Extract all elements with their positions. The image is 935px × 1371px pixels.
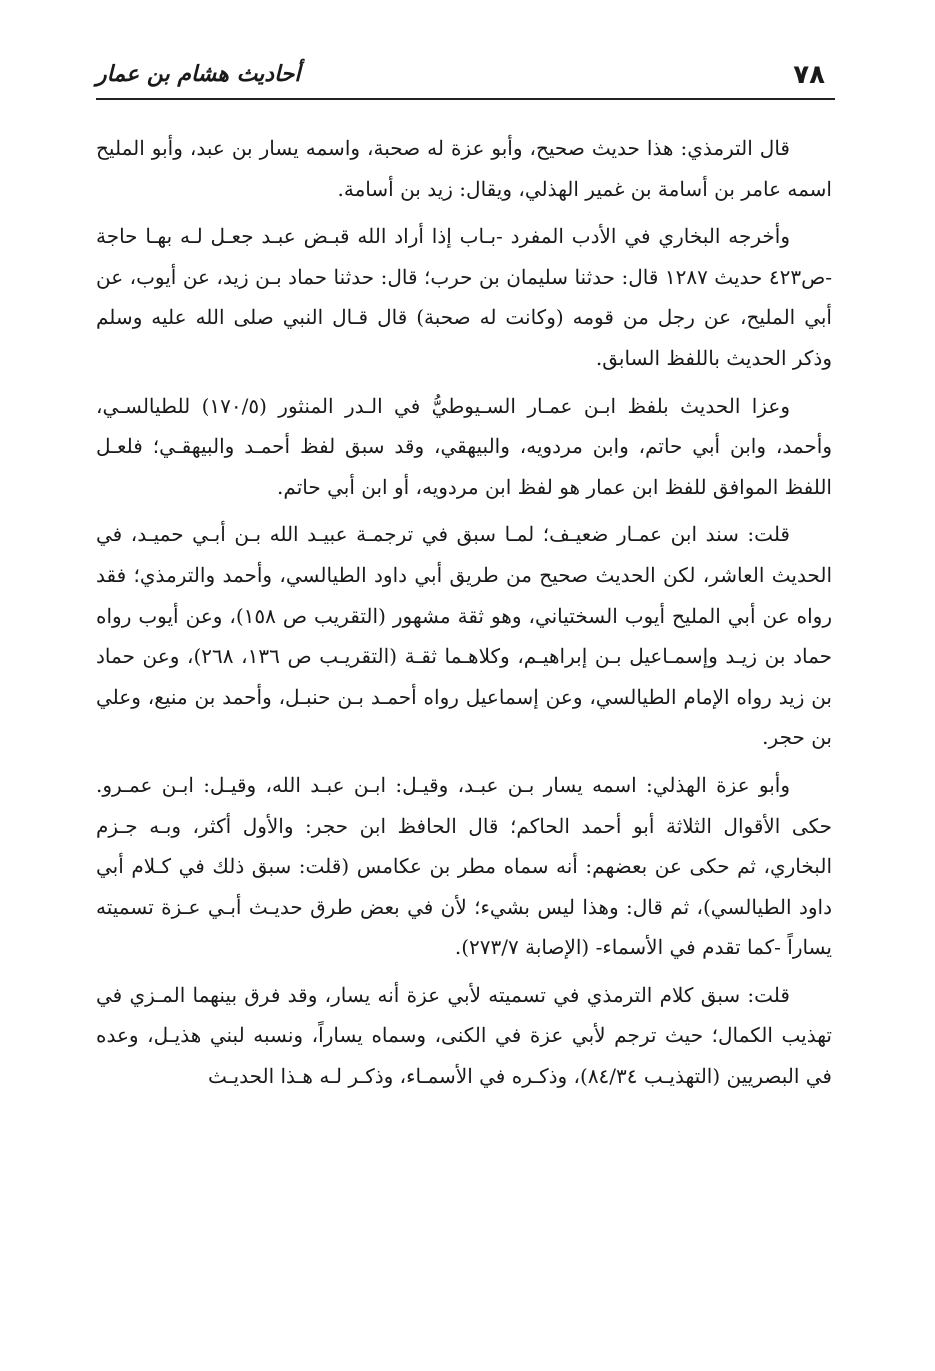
running-title: أحاديث هشام بن عمار [96, 62, 301, 87]
paragraph-3: وعزا الحديث بلفظ ابـن عمـار السـيوطيُّ في الـدر المنثور (١٧٠/٥) للطيالسـي، وأحمد، وابن أبي حاتم، وابن مردويه، والبيهقي، وقد سبق لفظ أحمـد والبيهقـي؛ فلعـل اللفظ الموافق للفظ ابن عمار هو لفظ ابن مردويه، أو ابن أبي حاتم. [96, 393, 832, 499]
paragraph-5: وأبو عزة الهذلي: اسمه يسار بـن عبـد، وقيـل: ابـن عبـد الله، وقيـل: ابـن عمـرو. حكى الأقوال الثلاثة أبو أحمد الحاكم؛ قال الحافظ ابن حجر: والأول أكثر، وبـه جـزم البخاري، ثم حكى عن بعضهم: أنه سماه مطر بن عكامس (قلت: سبق ذلك في كـلام أبي داود الطيالسي)، ثم قال: وهذا ليس بشيء؛ لأن في بعض طرق حديـث أبـي عـزة تسميته يساراً -كما تقدم في الأسماء- (الإصابة ٢٧٣/٧). [96, 772, 832, 960]
paragraph-4: قلت: سند ابن عمـار ضعيـف؛ لمـا سبق في ترجمـة عبيـد الله بـن أبـي حميـد، في الحديث العاشر، لكن الحديث صحيح من طريق أبي داود الطيالسي، وأحمد والترمذي؛ فقد رواه عن أبي المليح أيوب السختياني، وهو ثقة مشهور (التقريب ص ١٥٨)، وعن أيوب رواه حماد بن زيـد وإسمـاعيل بـن إبراهيـم، وكلاهـما ثقـة (التقريـب ص ١٣٦، ٢٦٨)، وعن حماد بن زيد رواه الإمام الطيالسي، وعن إسماعيل رواه أحمـد بـن حنبـل، وأحمد بن منيع، وعلي بن حجر. [96, 522, 833, 750]
page-header [96, 56, 831, 98]
paragraph-1: قال الترمذي: هذا حديث صحيح، وأبو عزة له صحبة، واسمه يسار بن عبد، وأبو المليح اسمه عامر بن أسامة بن غمير الهذلي، ويقال: زيد بن أسامة. [96, 136, 832, 201]
header-rule [96, 98, 835, 100]
page-number: ٧٨ [793, 60, 825, 90]
paragraph-6: قلت: سبق كلام الترمذي في تسميته لأبي عزة أنه يسار، وقد فرق بينهما المـزي في تهذيب الكمال؛ حيث ترجم لأبي عزة في الكنى، وسماه يساراً، ونسبه لبني هذيـل، وعده في البصريين (التهذيـب ٨٤/٣٤)، وذكـره في الأسمـاء، وذكـر لـه هـذا الحديـث [96, 982, 832, 1089]
paragraph-2: وأخرجه البخاري في الأدب المفرد -بـاب إذا أراد الله قبـض عبـد جعـل لـه بهـا حاجة -ص٤٢٣ حديث ١٢٨٧ قال: حدثنا سليمان بن حرب؛ قال: حدثنا حماد بـن زيد، عن أيوب، عن أبي المليح، عن رجل من قومه (وكانت له صحبة) قال قـال النبي صلى الله عليه وسلم وذكر الحديث باللفظ السابق. [96, 224, 832, 370]
body-text [96, 128, 832, 1104]
